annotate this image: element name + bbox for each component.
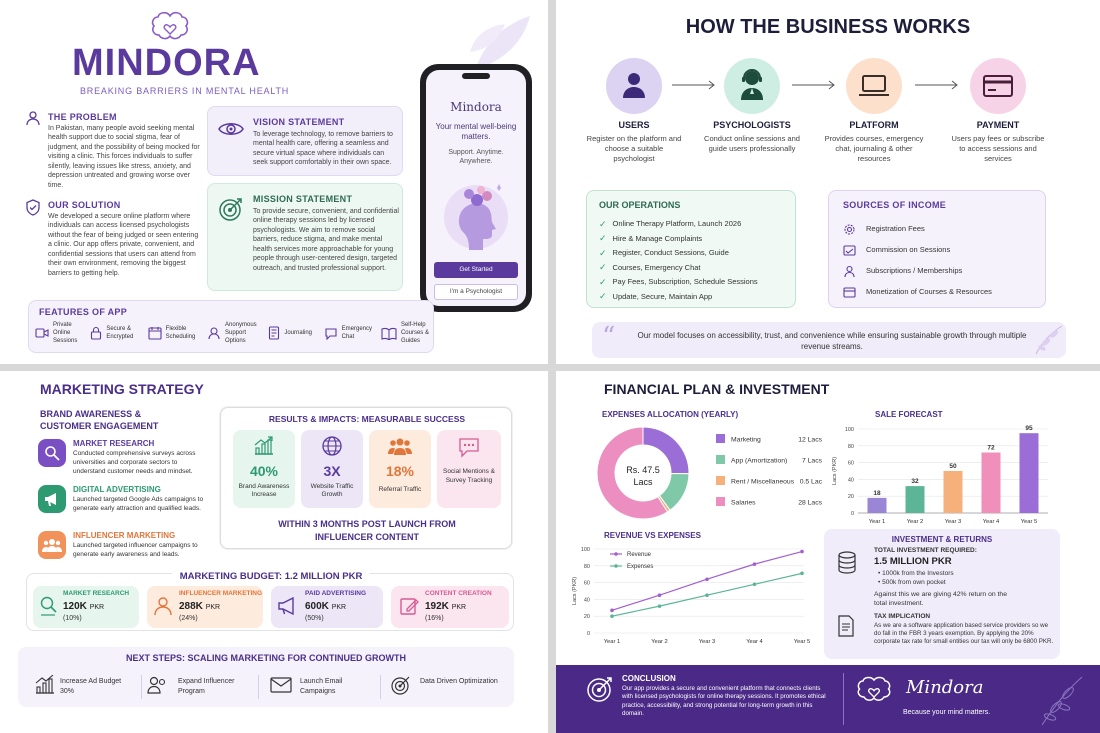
mission-title: MISSION STATEMENT <box>253 194 353 204</box>
budget-pct: (10%) <box>63 615 82 622</box>
vision-text: To leverage technology, to remove barriers to mental health care, offering a seamless and secure virtual space where individuals can seek support comfortably in their own space. <box>253 131 393 167</box>
feature-label: Private Online Sessions <box>53 322 78 345</box>
legend-marker <box>614 564 618 568</box>
phone-screen <box>426 70 526 306</box>
magnifier-icon <box>44 445 60 461</box>
step-text: Register on the platform and choose a suitable psychologist <box>586 134 682 164</box>
legend-marker <box>614 552 618 556</box>
investment-required-value: 1.5 MILLION PKR <box>874 556 952 567</box>
legend-label: App (Amortization) <box>731 457 788 465</box>
psychologist-icon <box>739 69 765 101</box>
handshake-icon <box>843 244 856 257</box>
payment-step-circle <box>970 58 1026 114</box>
y-axis-label: Lacs (PKR) <box>832 456 838 486</box>
marketing-title: MARKETING STRATEGY <box>40 381 204 397</box>
operation-label: Register, Conduct Sessions, Guide <box>612 248 729 258</box>
operation-item <box>599 246 794 261</box>
result-card-social <box>437 430 501 508</box>
logo-name: Mindora <box>906 677 984 698</box>
investment-bullet-text: 500k from own pocket <box>882 579 946 587</box>
x-tick-label: Year 2 <box>906 519 924 525</box>
phone-notch <box>462 73 490 79</box>
arrow-right-icon <box>791 80 837 90</box>
coins-icon <box>836 551 858 575</box>
income-item <box>843 219 1043 240</box>
gear-icon <box>843 223 856 236</box>
feature-label: Self-Help Courses & Guides <box>400 322 429 345</box>
legend-value: 7 Lacs <box>801 457 822 465</box>
feature-label: Emergency Chat <box>341 326 372 341</box>
features-card <box>28 300 434 353</box>
budget-title-wrap <box>27 566 515 584</box>
income-title: SOURCES OF INCOME <box>843 200 947 210</box>
logo-tagline: Because your mind matters. <box>903 709 991 716</box>
operation-label: Update, Secure, Maintain App <box>612 291 713 301</box>
divider <box>141 675 142 699</box>
feature-label: Journaling <box>284 330 312 337</box>
legend-value: 0.5 Lac <box>799 478 822 486</box>
data-point <box>800 550 804 554</box>
brand-tagline: BREAKING BARRIERS IN MENTAL HEALTH <box>80 86 290 96</box>
investment-required-label: TOTAL INVESTMENT REQUIRED: <box>874 547 977 554</box>
step-title: PLATFORM <box>849 120 899 130</box>
laptop-icon <box>858 75 890 97</box>
x-tick-label: Year 5 <box>1020 519 1038 525</box>
check-icon: ✓ <box>599 233 607 244</box>
check-icon: ✓ <box>599 291 607 302</box>
feature-item <box>381 321 433 345</box>
income-item <box>843 240 1043 261</box>
megaphone-icon <box>43 491 61 507</box>
influencer-marketing-icon-box <box>38 531 66 559</box>
divider <box>843 673 844 725</box>
operation-item <box>599 261 794 276</box>
mission-text: To provide secure, convenient, and confidential online therapy sessions led by licensed psychologists. We aim to remove social barriers, reduce stigma, and make mental health services more approachable for young people through user-centered design, targeted outreach, and trusted professional support. <box>253 208 399 272</box>
target-icon <box>218 196 244 222</box>
step-title: PAYMENT <box>976 120 1020 130</box>
features-list <box>35 321 433 345</box>
x-tick-label: Year 4 <box>982 519 1000 525</box>
marketing-strategy-panel <box>0 371 548 733</box>
member-icon <box>843 265 856 278</box>
bar-growth-icon <box>34 675 56 695</box>
result-label: Referral Traffic <box>378 486 422 493</box>
financial-title: FINANCIAL PLAN & INVESTMENT <box>604 381 830 397</box>
result-card-referral <box>369 430 431 508</box>
item-text: Conducted comprehensive surveys across universities and corporate sectors to understand customer needs and mindset. <box>73 450 196 475</box>
next-steps-title: NEXT STEPS: SCALING MARKETING FOR CONTINUED GROWTH <box>126 653 406 663</box>
operations-title: OUR OPERATIONS <box>599 200 681 210</box>
globe-icon <box>321 435 343 457</box>
x-tick-label: Year 1 <box>868 519 886 525</box>
income-label: Monetization of Courses & Resources <box>866 287 992 297</box>
head-flowers-illustration <box>441 172 511 252</box>
revenue-expenses-chart <box>572 541 812 649</box>
data-point <box>705 577 709 581</box>
feature-item <box>324 325 372 341</box>
brand-awareness-title: BRAND AWARENESS & CUSTOMER ENGAGEMENT <box>40 409 159 431</box>
y-axis-label: Lacs (PKR) <box>572 576 578 606</box>
y-tick-label: 60 <box>583 580 590 587</box>
investment-return-text: Against this we are giving 42% return on the total investment. <box>874 591 1007 608</box>
x-tick-label: Year 5 <box>793 639 811 645</box>
group-icon <box>42 538 62 552</box>
course-icon <box>843 286 856 299</box>
results-note: WITHIN 3 MONTHS POST LAUNCH FROM INFLUENCER CONTENT <box>278 519 456 542</box>
financial-plan-panel <box>556 371 1100 733</box>
result-card-awareness <box>233 430 295 508</box>
business-title: HOW THE BUSINESS WORKS <box>685 16 971 38</box>
next-steps-card <box>18 647 514 707</box>
income-label: Subscriptions / Memberships <box>866 266 963 276</box>
phone-mockup <box>420 64 532 312</box>
budget-amount: 192K <box>425 601 449 612</box>
users-step-circle <box>606 58 662 114</box>
y-tick-label: 100 <box>580 547 590 553</box>
data-point <box>658 593 662 597</box>
journal-icon <box>268 326 280 340</box>
megaphone-icon <box>277 597 299 615</box>
investment-bullet-text: 1000k from the Investors <box>882 570 954 577</box>
problem-title: THE PROBLEM <box>48 112 117 122</box>
result-value: 3X <box>323 463 341 479</box>
tax-title: TAX IMPLICATION <box>874 613 931 620</box>
data-point <box>753 562 757 566</box>
chat-icon <box>324 327 338 340</box>
y-tick-label: 40 <box>847 477 854 484</box>
card-icon <box>983 75 1013 97</box>
get-started-button[interactable]: Get Started <box>434 262 518 278</box>
divider <box>258 675 259 699</box>
budget-item-title: CONTENT CREATION <box>425 590 492 597</box>
y-tick-label: 0 <box>586 631 590 637</box>
budget-item-title: MARKET RESEARCH <box>63 590 130 597</box>
x-tick-label: Year 3 <box>698 639 716 645</box>
revenue-expenses-title: REVENUE VS EXPENSES <box>604 531 701 540</box>
result-card-traffic <box>301 430 363 508</box>
budget-item <box>271 586 383 628</box>
shield-check-icon <box>25 199 41 216</box>
next-step-label: Data Driven Optimization <box>420 678 498 685</box>
data-point <box>705 593 709 597</box>
sale-forecast-title: SALE FORECAST <box>875 410 943 419</box>
solution-text: We developed a secure online platform where individuals can access licensed psychologists without the fear of being judged or seen entering a clinic. Our app offers private, convenient, and confidential sessions that users can attend from their own environment, removing the biggest barriers to getting help. <box>48 213 199 277</box>
result-label: Website Traffic Growth <box>310 483 354 499</box>
budget-item <box>33 586 139 628</box>
bar <box>868 498 887 513</box>
budget-unit: PKR <box>205 604 221 611</box>
y-tick-label: 20 <box>583 614 590 621</box>
budget-pct: (24%) <box>179 615 198 622</box>
legend-swatch <box>716 455 725 464</box>
feature-label: Flexible Scheduling <box>165 326 196 341</box>
operation-label: Courses, Emergency Chat <box>612 262 701 272</box>
legend-swatch <box>716 476 725 485</box>
book-icon <box>381 327 397 340</box>
budget-unit: PKR <box>89 604 105 611</box>
conclusion-text: Our app provides a secure and convenient platform that connects clients with licensed psychologists for online therapy sessions. It promotes ethical practice, accessibility, and strong potential for long-term growth in this domain. <box>622 685 826 718</box>
people-icon <box>388 437 412 455</box>
data-point <box>610 614 614 618</box>
investment-bullets <box>878 569 954 587</box>
legend-label: Expenses <box>627 564 654 570</box>
income-item <box>843 282 1043 303</box>
bar-value-label: 18 <box>873 489 881 497</box>
tax-text: As we are a software application based service providers so we do fall in the FBR 3 years exemption. By applying the 20% corporate tax rate for small entities our tax will only be 6800 PKR. <box>874 622 1054 646</box>
next-step-label: Expand Influencer Program <box>178 678 235 695</box>
x-tick-label: Year 4 <box>746 639 763 645</box>
phone-app-name: Mindora <box>450 100 502 114</box>
operations-card <box>586 190 796 308</box>
y-tick-label: 80 <box>847 443 854 450</box>
result-label: Social Mentions & Survey Tracking <box>442 468 496 485</box>
budget-pct: (50%) <box>305 615 324 622</box>
donut-center-label: Rs. 47.5 Lacs <box>626 465 660 488</box>
expenses-title: EXPENSES ALLOCATION (YEARLY) <box>602 410 739 419</box>
y-tick-label: 20 <box>847 494 854 501</box>
phone-subtext: Support. Anytime. Anywhere. <box>448 149 504 166</box>
data-point <box>753 582 757 586</box>
check-icon: ✓ <box>599 247 607 258</box>
budget-card <box>26 573 514 631</box>
solution-title: OUR SOLUTION <box>48 200 121 210</box>
legend-label: Rent / Miscellaneous <box>731 478 795 486</box>
bar-value-label: 72 <box>987 444 995 452</box>
income-card <box>828 190 1046 308</box>
psychologist-button[interactable]: I'm a Psychologist <box>434 284 518 300</box>
investment-bullet: • 1000k from the Investors <box>878 570 954 577</box>
brain-heart-logo-icon <box>856 675 892 709</box>
vision-title: VISION STATEMENT <box>253 117 345 127</box>
data-point <box>800 572 804 576</box>
budget-unit: PKR <box>451 604 467 611</box>
brand-title: MINDORA <box>72 42 261 84</box>
budget-amount: 120K <box>63 601 87 612</box>
conclusion-title: CONCLUSION <box>622 674 676 683</box>
anonymous-icon <box>207 326 221 340</box>
feature-item <box>90 325 138 341</box>
budget-amount: 600K <box>305 601 329 612</box>
legend-value: 28 Lacs <box>798 499 822 507</box>
operation-item <box>599 290 794 305</box>
budget-item <box>391 586 509 628</box>
budget-pct: (16%) <box>425 615 444 622</box>
bar <box>982 453 1001 513</box>
data-point <box>610 609 614 613</box>
legend-swatch <box>716 434 725 443</box>
target-icon <box>390 674 412 696</box>
business-model-panel <box>556 0 1100 364</box>
item-title: MARKET RESEARCH <box>73 439 155 448</box>
step-title: USERS <box>618 120 650 130</box>
leaf-decoration-icon <box>465 12 535 72</box>
y-tick-label: 100 <box>844 427 854 433</box>
feature-label: Anonymous Support Options <box>224 322 257 345</box>
income-list <box>843 219 1043 303</box>
platform-step-circle <box>846 58 902 114</box>
calendar-icon <box>148 326 162 340</box>
bar-value-label: 95 <box>1025 425 1033 433</box>
income-label: Commission on Sessions <box>866 245 951 255</box>
bar <box>944 471 963 513</box>
result-value: 40% <box>249 463 279 479</box>
bar-value-label: 32 <box>911 478 919 486</box>
income-item <box>843 261 1043 282</box>
people-icon <box>146 675 168 695</box>
operation-label: Pay Fees, Subscription, Schedule Sessions <box>612 277 758 287</box>
market-research-icon-box <box>38 439 66 467</box>
check-icon: ✓ <box>599 218 607 229</box>
check-icon: ✓ <box>599 262 607 273</box>
eye-icon <box>218 119 244 139</box>
investment-title: INVESTMENT & RETURNS <box>891 535 993 544</box>
item-title: INFLUENCER MARKETING <box>73 531 176 540</box>
bar <box>906 486 925 513</box>
step-text: Users pay fees or subscribe to access sessions and services <box>951 134 1045 164</box>
feature-item <box>268 326 314 340</box>
legend-label: Revenue <box>627 552 652 558</box>
next-step-label: Launch Email Campaigns <box>300 678 343 695</box>
operation-item <box>599 217 794 232</box>
bar-growth-icon <box>253 436 275 456</box>
budget-unit: PKR <box>331 604 347 611</box>
user-icon <box>622 71 646 99</box>
investment-bullet: • 500k from own pocket <box>878 579 946 587</box>
feature-item <box>35 321 81 345</box>
lock-icon <box>90 326 102 340</box>
quote-banner <box>592 322 1066 358</box>
document-icon <box>837 615 855 637</box>
operation-item <box>599 232 794 247</box>
legend-label: Marketing <box>731 436 761 444</box>
result-label: Brand Awareness Increase <box>238 483 290 499</box>
quote-text: Our model focuses on accessibility, trust, and convenience while ensuring sustainable growth through multiple revenue streams. <box>637 331 1027 352</box>
features-title: FEATURES OF APP <box>39 307 128 317</box>
budget-item <box>147 586 263 628</box>
item-text: Launched targeted Google Ads campaigns to generate early attraction and qualified leads. <box>73 496 204 512</box>
x-tick-label: Year 3 <box>944 519 962 525</box>
y-tick-label: 80 <box>583 563 590 570</box>
legend-swatch <box>716 497 725 506</box>
mindora-overview-panel <box>0 0 548 364</box>
x-tick-label: Year 2 <box>651 639 668 645</box>
budget-title: MARKETING BUDGET: 1.2 MILLION PKR <box>172 571 371 582</box>
bar <box>1020 433 1039 513</box>
user-icon <box>25 110 41 126</box>
operations-list <box>599 217 794 304</box>
budget-amount: 288K <box>179 601 203 612</box>
check-icon: ✓ <box>599 276 607 287</box>
result-value: 18% <box>385 463 415 479</box>
budget-item-title: INFLUENCER MARKETING <box>179 590 263 597</box>
next-step-label: Increase Ad Budget 30% <box>60 678 122 695</box>
phone-headline: Your mental well-being matters. <box>435 122 517 142</box>
feature-item <box>148 325 198 341</box>
psychologists-step-circle <box>724 58 780 114</box>
y-tick-label: 60 <box>847 460 854 467</box>
legend-value: 12 Lacs <box>798 436 822 444</box>
investment-card <box>824 529 1060 659</box>
step-title: PSYCHOLOGISTS <box>713 120 791 130</box>
arrow-right-icon <box>914 80 960 90</box>
data-point <box>658 604 662 608</box>
quote-mark-icon: “ <box>602 322 616 352</box>
target-icon <box>586 675 614 703</box>
step-text: Conduct online sessions and guide users professionally <box>704 134 800 154</box>
item-text: Launched targeted influencer campaigns to generate early awareness and leads. <box>73 542 198 558</box>
edit-icon <box>399 596 419 616</box>
results-card <box>220 407 512 549</box>
problem-text: In Pakistan, many people avoid seeking mental health support due to social stigma, fear of judgment, and the possibility of being mocked for visiting a clinic. This forces individuals to suffer silently, leaving issues like stress, anxiety, and depression untreated and growing worse over time. <box>48 125 200 189</box>
leaf-decoration-icon <box>1032 324 1064 356</box>
budget-item-title: PAID ADVERTISING <box>305 590 367 597</box>
speech-bubble-icon <box>458 436 480 458</box>
operation-item <box>599 275 794 290</box>
step-text: Provides courses, emergency chat, journaling & other resources <box>824 134 924 164</box>
leaf-decoration-icon <box>1036 673 1086 727</box>
legend-label: Salaries <box>731 499 756 507</box>
results-title: RESULTS & IMPACTS: MEASURABLE SUCCESS <box>268 414 466 424</box>
x-tick-label: Year 1 <box>603 639 621 645</box>
feature-label: Secure & Encrypted <box>106 326 134 341</box>
search-person-icon <box>39 596 57 616</box>
feature-item <box>207 321 259 345</box>
divider <box>380 675 381 699</box>
y-tick-label: 0 <box>850 511 854 517</box>
operation-label: Hire & Manage Complaints <box>612 233 703 243</box>
video-icon <box>35 327 49 339</box>
sale-forecast-chart <box>826 421 1056 529</box>
digital-advertising-icon-box <box>38 485 66 513</box>
conclusion-banner <box>556 665 1100 733</box>
y-tick-label: 40 <box>583 597 590 604</box>
vision-card <box>207 106 403 176</box>
mission-card <box>207 183 403 291</box>
item-title: DIGITAL ADVERTISING <box>73 485 161 494</box>
income-label: Registration Fees <box>866 224 925 234</box>
arrow-right-icon <box>671 80 717 90</box>
brain-heart-logo-icon <box>150 10 190 46</box>
operation-label: Online Therapy Platform, Launch 2026 <box>612 219 742 229</box>
influencer-icon <box>153 596 173 616</box>
email-icon <box>270 677 292 693</box>
bar-value-label: 50 <box>949 463 957 470</box>
